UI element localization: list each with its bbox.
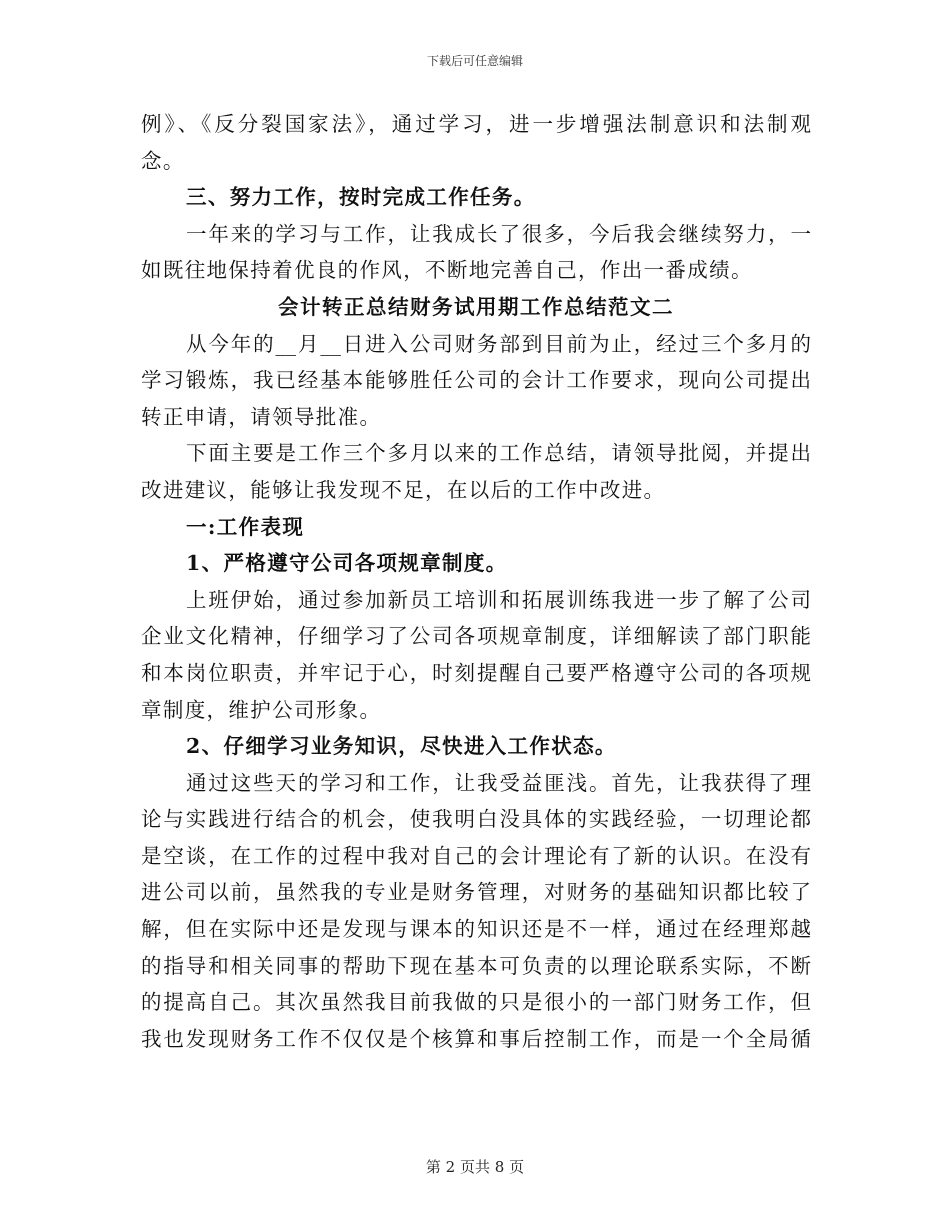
body-line: 论与实践进行结合的机会，使我明白没具体的实践经验，一切理论都 bbox=[141, 807, 811, 832]
body-line: 下面主要是工作三个多月以来的工作总结，请领导批阅，并提出 bbox=[186, 441, 811, 466]
body-line: 章制度，维护公司形象。 bbox=[141, 697, 382, 722]
body-line: 和本岗位职责，并牢记于心，时刻提醒自己要严格遵守公司的各项规 bbox=[141, 660, 811, 685]
document-body bbox=[141, 106, 811, 1057]
page-header: 下载后可任意编辑 bbox=[426, 54, 523, 68]
body-line: 的指导和相关同事的帮助下现在基本可负责的以理论联系实际，不断 bbox=[141, 953, 811, 978]
body-line: 上班伊始，通过参加新员工培训和拓展训练我进一步了解了公司 bbox=[186, 587, 811, 612]
body-line: 通过这些天的学习和工作，让我受益匪浅。首先，让我获得了理 bbox=[186, 770, 811, 795]
body-line: 如既往地保持着优良的作风，不断地完善自己，作出一番成绩。 bbox=[141, 258, 753, 283]
body-line: 解，但在实际中还是发现与课本的知识还是不一样，通过在经理郑越 bbox=[141, 917, 811, 942]
body-line: 一年来的学习与工作，让我成长了很多，今后我会继续努力，一 bbox=[186, 221, 811, 246]
body-line: 念。 bbox=[141, 148, 185, 173]
body-line: 我也发现财务工作不仅仅是个核算和事后控制工作，而是一个全局循 bbox=[141, 1026, 811, 1051]
section-heading: 一:工作表现 bbox=[186, 514, 305, 539]
body-line: 改进建议，能够让我发现不足，在以后的工作中改进。 bbox=[141, 477, 666, 502]
subsection-heading: 2、仔细学习业务知识，尽快进入工作状态。 bbox=[186, 734, 617, 759]
body-line: 是空谈，在工作的过程中我对自己的会计理论有了新的认识。在没有 bbox=[141, 843, 811, 868]
page-number: 第 2 页共 8 页 bbox=[425, 1158, 525, 1176]
article-title: 会计转正总结财务试用期工作总结范文二 bbox=[278, 294, 674, 319]
body-line: 从今年的__月__日进入公司财务部到目前为止，经过三个多月的 bbox=[186, 331, 811, 356]
body-line: 进公司以前，虽然我的专业是财务管理，对财务的基础知识都比较了 bbox=[141, 880, 811, 905]
body-line: 例》、《反分裂国家法》，通过学习，进一步增强法制意识和法制观 bbox=[141, 112, 811, 136]
subsection-heading: 1、严格遵守公司各项规章制度。 bbox=[186, 551, 508, 576]
section-heading: 三、努力工作，按时完成工作任务。 bbox=[186, 185, 536, 210]
body-line: 的提高自己。其次虽然我目前我做的只是很小的一部门财务工作，但 bbox=[141, 990, 811, 1015]
body-line: 企业文化精神，仔细学习了公司各项规章制度，详细解读了部门职能 bbox=[141, 624, 811, 649]
body-line: 学习锻炼，我已经基本能够胜任公司的会计工作要求，现向公司提出 bbox=[141, 368, 811, 393]
body-line: 转正申请，请领导批准。 bbox=[141, 404, 382, 429]
